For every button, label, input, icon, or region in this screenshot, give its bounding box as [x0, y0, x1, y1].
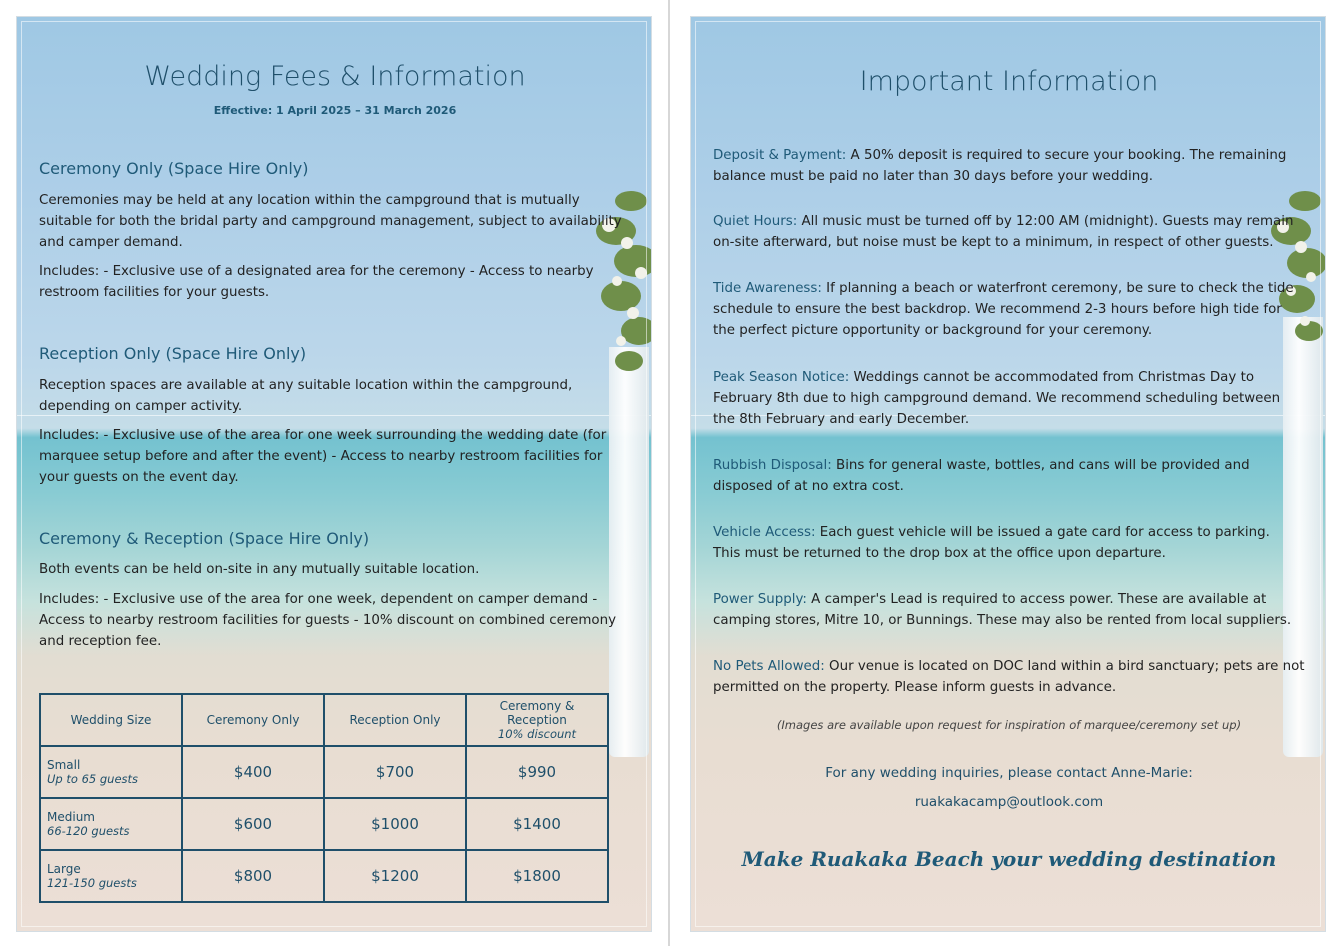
size-name: Small: [47, 758, 81, 772]
page-divider: [668, 0, 670, 946]
header-combined-line2: Reception: [507, 713, 567, 727]
contact-line: For any wedding inquiries, please contact Anne-Marie:: [825, 765, 1193, 781]
info-text: A 50% deposit is required to secure your booking. The remaining balance must be paid no later than 30 days before your wedding.: [713, 148, 1287, 184]
price-combined: $1800: [466, 850, 608, 902]
section-includes-ceremony: Includes: - Exclusive use of a designated area for the ceremony - Access to nearby restroom facilities for your guests.: [39, 264, 594, 300]
info-item-tide: [713, 278, 1303, 341]
curtain-drape-decoration: [609, 347, 649, 757]
section-heading-combined: Ceremony & Reception (Space Hire Only): [39, 529, 370, 548]
section-body-reception: Reception spaces are available at any suitable location within the campground, depending on camper activity.: [39, 378, 573, 414]
info-label: Tide Awareness:: [713, 281, 822, 296]
size-guests: 66-120 guests: [47, 824, 130, 838]
info-label: Deposit & Payment:: [713, 148, 847, 163]
info-text: A camper's Lead is required to access power. These are available at camping stores, Mitre 10, or Bunnings. These may also be rented from local suppliers.: [713, 592, 1292, 628]
info-label: Peak Season Notice:: [713, 370, 850, 385]
fees-table: [39, 693, 609, 903]
images-note: (Images are available upon request for inspiration of marquee/ceremony set up): [776, 718, 1242, 732]
section-heading-ceremony: Ceremony Only (Space Hire Only): [39, 159, 309, 178]
price-ceremony: $600: [182, 798, 324, 850]
header-ceremony-reception: [466, 694, 608, 746]
header-reception-only: Reception Only: [324, 694, 466, 746]
size-cell: [40, 798, 182, 850]
info-text: Bins for general waste, bottles, and cans will be provided and disposed of at no extra cost.: [713, 458, 1250, 494]
price-reception: $1200: [324, 850, 466, 902]
price-ceremony: $800: [182, 850, 324, 902]
info-item-deposit: [713, 145, 1303, 187]
info-label: Rubbish Disposal:: [713, 458, 832, 473]
page-title: Important Information: [859, 66, 1159, 97]
effective-dates: Effective: 1 April 2025 – 31 March 2026: [213, 104, 457, 117]
info-item-vehicle: [713, 522, 1273, 564]
table-row: [40, 746, 608, 798]
table-header-row: [40, 694, 608, 746]
section-includes-reception: Includes: - Exclusive use of the area for one week surrounding the wedding date (for marquee setup before and after the event) - Access to nearby restroom facilities for your guests on the event day.: [39, 428, 607, 485]
info-label: Power Supply:: [713, 592, 807, 607]
price-reception: $700: [324, 746, 466, 798]
header-ceremony-only: Ceremony Only: [182, 694, 324, 746]
info-text: All music must be turned off by 12:00 AM (midnight). Guests may remain on-site afterward, but noise must be kept to a minimum, in respect of other guests.: [713, 214, 1294, 250]
price-reception: $1000: [324, 798, 466, 850]
info-item-power: [713, 589, 1303, 631]
size-guests: 121-150 guests: [47, 876, 137, 890]
size-name: Large: [47, 862, 81, 876]
info-text: If planning a beach or waterfront ceremony, be sure to check the tide schedule to ensure the best backdrop. We recommend 2-3 hours before high tide for the perfect picture opportunity or background for your ceremony.: [713, 281, 1294, 338]
section-body-combined: Both events can be held on-site in any mutually suitable location.: [39, 562, 480, 577]
table-row: [40, 850, 608, 902]
info-item-quiet-hours: [713, 211, 1303, 253]
header-combined-line1: Ceremony &: [499, 699, 575, 713]
table-row: [40, 798, 608, 850]
info-text: Weddings cannot be accommodated from Christmas Day to February 8th due to high campground demand. We recommend scheduling between the 8th February and early December.: [713, 370, 1281, 427]
header-wedding-size: Wedding Size: [40, 694, 182, 746]
size-cell: [40, 746, 182, 798]
contact-email: ruakakacamp@outlook.com: [914, 794, 1104, 810]
info-text: Each guest vehicle will be issued a gate card for access to parking. This must be returned to the drop box at the office upon departure.: [713, 525, 1270, 561]
size-guests: Up to 65 guests: [47, 772, 139, 786]
size-name: Medium: [47, 810, 95, 824]
page-important-information: [690, 16, 1326, 932]
page-wedding-fees: [16, 16, 652, 932]
section-includes-combined: Includes: - Exclusive use of the area for one week, dependent on camper demand - Access to nearby restroom facilities for guests - 10% discount on combined ceremony and reception fee.: [39, 592, 616, 649]
page-title: Wedding Fees & Information: [144, 61, 526, 92]
section-heading-reception: Reception Only (Space Hire Only): [39, 344, 307, 363]
price-combined: $1400: [466, 798, 608, 850]
info-item-rubbish: [713, 455, 1305, 497]
info-text: Our venue is located on DOC land within a bird sanctuary; pets are not permitted on the property. Please inform guests in advance.: [713, 659, 1305, 695]
info-label: Quiet Hours:: [713, 214, 798, 229]
price-ceremony: $400: [182, 746, 324, 798]
info-label: Vehicle Access:: [713, 525, 816, 540]
section-body-ceremony: Ceremonies may be held at any location within the campground that is mutually suitable for both the bridal party and campground management, subject to availability and camper demand.: [39, 193, 622, 250]
size-cell: [40, 850, 182, 902]
info-item-no-pets: [713, 656, 1305, 698]
info-item-peak-season: [713, 367, 1305, 430]
header-discount-note: 10% discount: [497, 727, 577, 741]
info-label: No Pets Allowed:: [713, 659, 825, 674]
tagline: Make Ruakaka Beach your wedding destination: [741, 847, 1277, 871]
price-combined: $990: [466, 746, 608, 798]
